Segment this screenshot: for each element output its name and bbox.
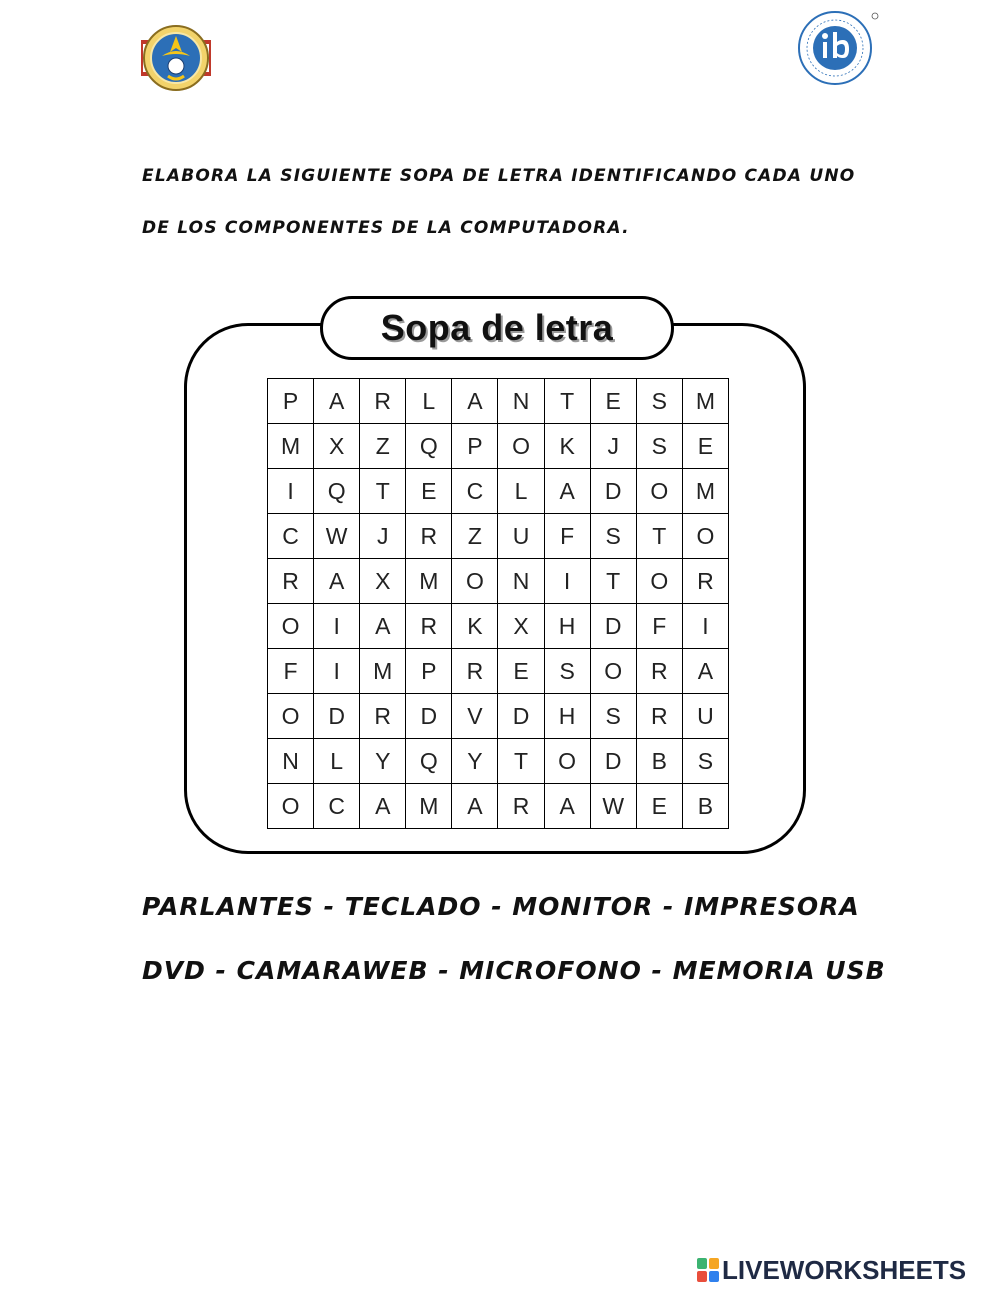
grid-cell[interactable]: M	[682, 379, 728, 424]
instruction-line-2: DE LOS COMPONENTES DE LA COMPUTADORA.	[142, 218, 630, 238]
grid-cell[interactable]: R	[452, 649, 498, 694]
grid-cell[interactable]: O	[268, 694, 314, 739]
grid-cell[interactable]: N	[498, 379, 544, 424]
grid-cell[interactable]: E	[498, 649, 544, 694]
grid-row	[268, 604, 729, 649]
grid-cell[interactable]: S	[682, 739, 728, 784]
brand-text: LIVEWORKSHEETS	[722, 1254, 967, 1285]
grid-cell[interactable]: A	[360, 604, 406, 649]
grid-cell[interactable]: O	[636, 559, 682, 604]
grid-cell[interactable]: S	[636, 379, 682, 424]
grid-cell[interactable]: A	[314, 559, 360, 604]
puzzle-title: Sopa de letra	[380, 307, 614, 348]
grid-cell[interactable]: I	[268, 469, 314, 514]
grid-cell[interactable]: R	[636, 694, 682, 739]
grid-cell[interactable]: U	[498, 514, 544, 559]
grid-cell[interactable]: D	[590, 604, 636, 649]
grid-cell[interactable]: Z	[360, 424, 406, 469]
grid-cell[interactable]: A	[544, 784, 590, 829]
grid-cell[interactable]: E	[682, 424, 728, 469]
grid-cell[interactable]: F	[544, 514, 590, 559]
grid-cell[interactable]: D	[590, 469, 636, 514]
grid-cell[interactable]: T	[636, 514, 682, 559]
puzzle-title-banner	[320, 296, 674, 360]
grid-cell[interactable]: O	[498, 424, 544, 469]
grid-cell[interactable]: M	[406, 784, 452, 829]
grid-cell[interactable]: E	[590, 379, 636, 424]
grid-cell[interactable]: I	[314, 649, 360, 694]
grid-cell[interactable]: E	[406, 469, 452, 514]
grid-cell[interactable]: R	[406, 604, 452, 649]
brand-mark-square	[709, 1271, 719, 1282]
word-search-grid	[267, 378, 729, 829]
grid-cell[interactable]: A	[544, 469, 590, 514]
grid-cell[interactable]: L	[406, 379, 452, 424]
grid-cell[interactable]: I	[544, 559, 590, 604]
grid-cell[interactable]: D	[314, 694, 360, 739]
grid-cell[interactable]: Y	[452, 739, 498, 784]
grid-cell[interactable]: K	[452, 604, 498, 649]
grid-cell[interactable]: S	[590, 514, 636, 559]
grid-cell[interactable]: L	[498, 469, 544, 514]
grid-cell[interactable]: K	[544, 424, 590, 469]
brand-mark-square	[697, 1271, 707, 1282]
grid-cell[interactable]: M	[406, 559, 452, 604]
grid-cell[interactable]: M	[682, 469, 728, 514]
grid-cell[interactable]: R	[360, 379, 406, 424]
grid-cell[interactable]: S	[636, 424, 682, 469]
ib-world-school-logo-icon	[793, 6, 881, 88]
grid-cell[interactable]: O	[544, 739, 590, 784]
grid-cell[interactable]: A	[314, 379, 360, 424]
grid-row	[268, 784, 729, 829]
grid-row	[268, 649, 729, 694]
grid-cell[interactable]: O	[682, 514, 728, 559]
grid-cell[interactable]: R	[360, 694, 406, 739]
school-crest-icon	[135, 22, 217, 94]
grid-cell[interactable]: T	[498, 739, 544, 784]
grid-cell[interactable]: D	[406, 694, 452, 739]
grid-cell[interactable]: B	[636, 739, 682, 784]
grid-row	[268, 469, 729, 514]
grid-cell[interactable]: J	[590, 424, 636, 469]
grid-cell[interactable]: H	[544, 604, 590, 649]
grid-cell[interactable]: T	[590, 559, 636, 604]
grid-cell[interactable]: F	[636, 604, 682, 649]
grid-cell[interactable]: R	[682, 559, 728, 604]
grid-cell[interactable]: A	[452, 379, 498, 424]
grid-cell[interactable]: W	[314, 514, 360, 559]
grid-cell[interactable]: S	[590, 694, 636, 739]
grid-cell[interactable]: V	[452, 694, 498, 739]
grid-cell[interactable]: N	[498, 559, 544, 604]
grid-cell[interactable]: U	[682, 694, 728, 739]
grid-cell[interactable]: J	[360, 514, 406, 559]
grid-cell[interactable]: P	[268, 379, 314, 424]
grid-row	[268, 424, 729, 469]
grid-cell[interactable]: I	[314, 604, 360, 649]
grid-cell[interactable]: H	[544, 694, 590, 739]
grid-cell[interactable]: W	[590, 784, 636, 829]
grid-cell[interactable]: Q	[314, 469, 360, 514]
grid-cell[interactable]: M	[268, 424, 314, 469]
grid-cell[interactable]: C	[268, 514, 314, 559]
grid-cell[interactable]: M	[360, 649, 406, 694]
word-list-line-2: DVD - CAMARAWEB - MICROFONO - MEMORIA USB	[142, 956, 886, 985]
liveworksheets-brand[interactable]	[697, 1255, 966, 1285]
grid-cell[interactable]: O	[268, 784, 314, 829]
word-list-line-1: PARLANTES - TECLADO - MONITOR - IMPRESORA	[142, 892, 860, 921]
grid-cell[interactable]: D	[498, 694, 544, 739]
grid-cell[interactable]: O	[636, 469, 682, 514]
liveworksheets-logo-icon	[697, 1258, 719, 1282]
grid-cell[interactable]: R	[636, 649, 682, 694]
grid-cell[interactable]: T	[544, 379, 590, 424]
grid-row	[268, 379, 729, 424]
grid-cell[interactable]: N	[268, 739, 314, 784]
grid-row	[268, 694, 729, 739]
grid-cell[interactable]: R	[498, 784, 544, 829]
grid-cell[interactable]: A	[682, 649, 728, 694]
grid-row	[268, 514, 729, 559]
grid-cell[interactable]: R	[268, 559, 314, 604]
grid-cell[interactable]: Q	[406, 424, 452, 469]
grid-cell[interactable]: O	[590, 649, 636, 694]
grid-cell[interactable]: P	[406, 649, 452, 694]
grid-cell[interactable]: A	[452, 784, 498, 829]
grid-cell[interactable]: R	[406, 514, 452, 559]
grid-cell[interactable]: Y	[360, 739, 406, 784]
instruction-line-1: ELABORA LA SIGUIENTE SOPA DE LETRA IDENTIFICANDO CADA UNO	[142, 166, 856, 186]
grid-cell[interactable]: I	[682, 604, 728, 649]
grid-cell[interactable]: Z	[452, 514, 498, 559]
grid-cell[interactable]: O	[268, 604, 314, 649]
grid-cell[interactable]: X	[314, 424, 360, 469]
grid-cell[interactable]: A	[360, 784, 406, 829]
grid-row	[268, 559, 729, 604]
grid-cell[interactable]: T	[360, 469, 406, 514]
grid-cell[interactable]: F	[268, 649, 314, 694]
grid-row	[268, 739, 729, 784]
grid-cell[interactable]: Q	[406, 739, 452, 784]
grid-cell[interactable]: O	[452, 559, 498, 604]
grid-cell[interactable]: C	[452, 469, 498, 514]
grid-cell[interactable]: L	[314, 739, 360, 784]
grid-cell[interactable]: D	[590, 739, 636, 784]
grid-cell[interactable]: X	[360, 559, 406, 604]
brand-mark-square	[709, 1258, 719, 1269]
grid-cell[interactable]: X	[498, 604, 544, 649]
grid-cell[interactable]: B	[682, 784, 728, 829]
brand-mark-square	[697, 1258, 707, 1269]
grid-cell[interactable]: C	[314, 784, 360, 829]
grid-cell[interactable]: E	[636, 784, 682, 829]
grid-cell[interactable]: P	[452, 424, 498, 469]
grid-cell[interactable]: S	[544, 649, 590, 694]
